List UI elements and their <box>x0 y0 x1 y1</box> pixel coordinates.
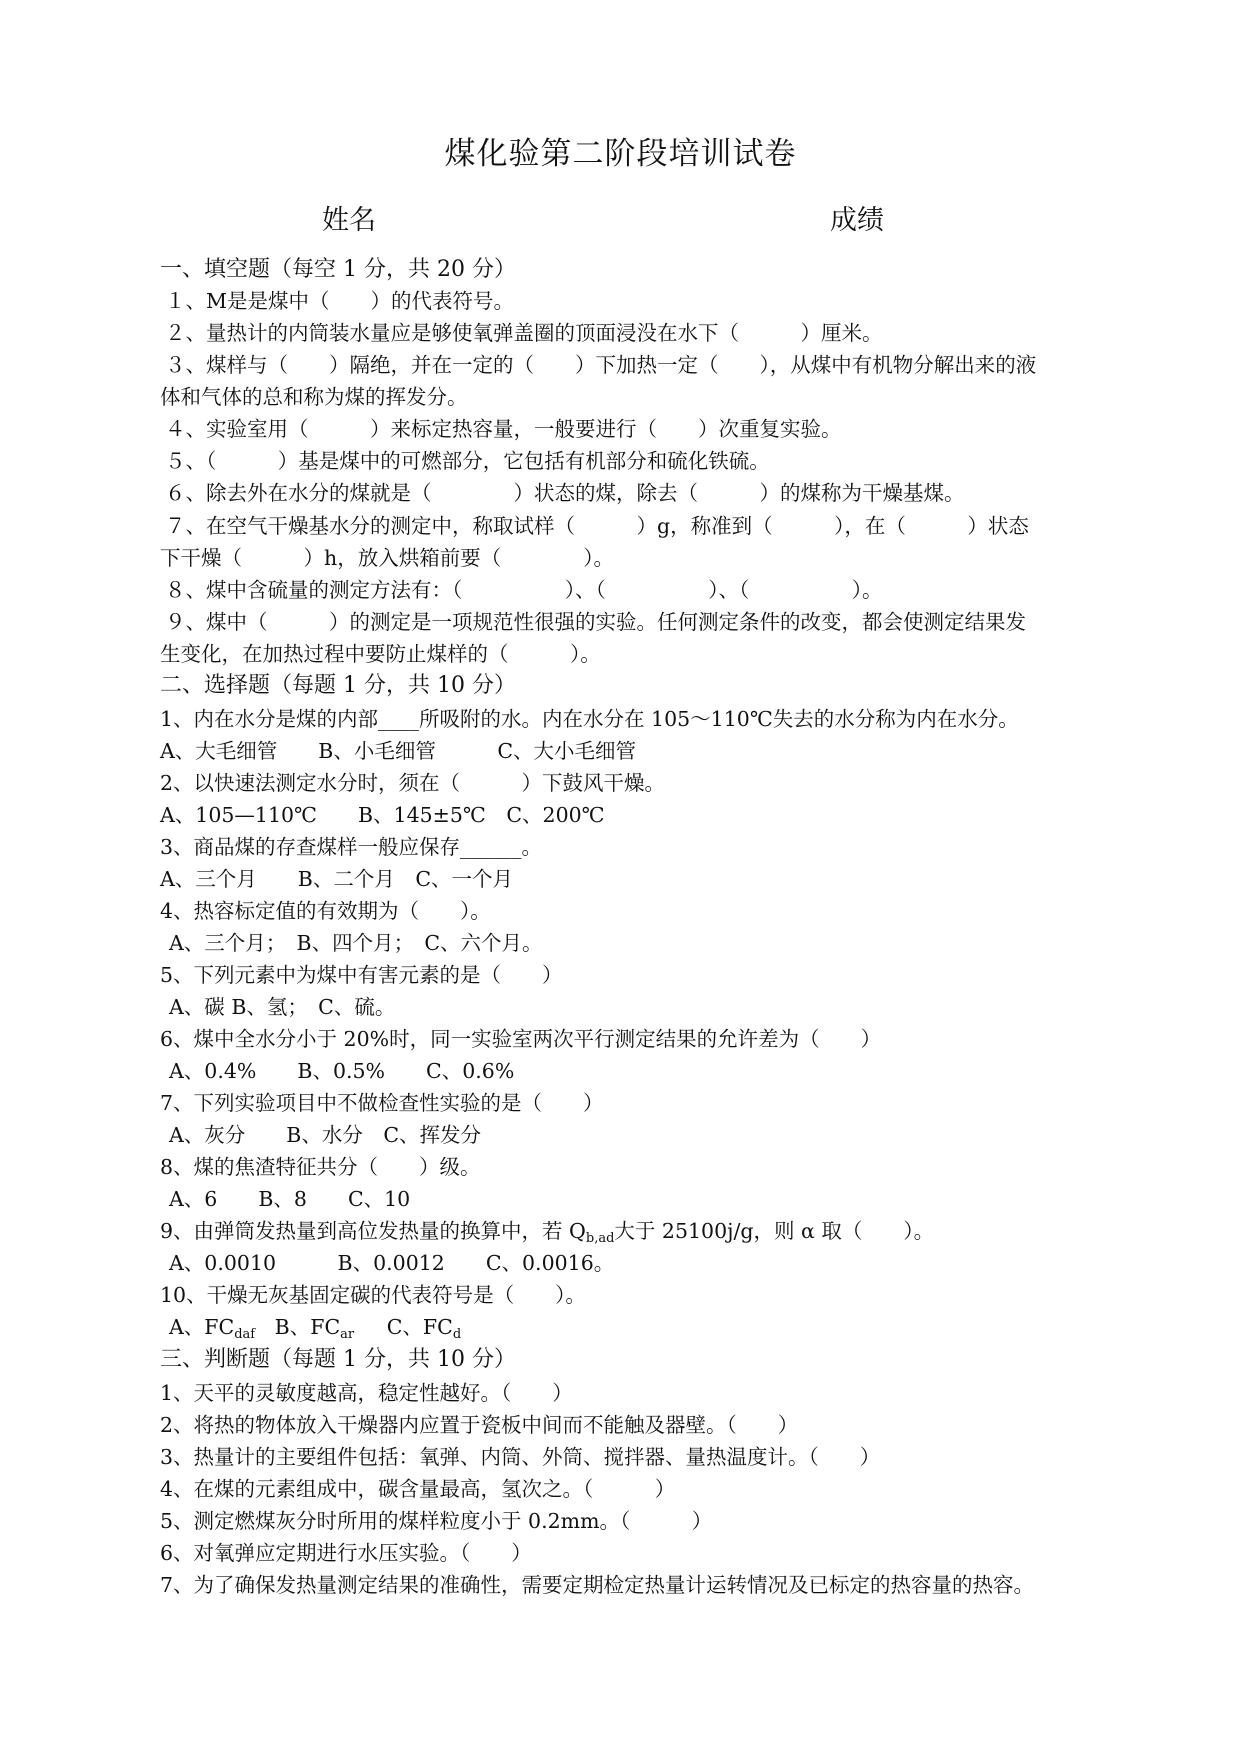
option-c-sub: d <box>452 1327 462 1342</box>
choice-options-4: A、三个月； B、四个月； C、六个月。 <box>169 931 543 955</box>
fill-question-2: ２、量热计的内筒装水量应是够使氧弹盖圈的顶面浸没在水下（ ）厘米。 <box>165 321 883 345</box>
fill-question-1: １、M是是煤中（ ）的代表符号。 <box>165 289 514 313</box>
judge-question-1: 1、天平的灵敏度越高，稳定性越好。（ ） <box>160 1381 573 1405</box>
choice-question-5: 5、下列元素中为煤中有害元素的是（ ） <box>160 963 563 987</box>
choice-options-9: A、0.0010 B、0.0012 C、0.0016。 <box>169 1251 615 1275</box>
judge-question-5: 5、测定燃煤灰分时所用的煤样粒度小于 0.2mm。（ ） <box>160 1509 713 1533</box>
section-heading-fill: 一、填空题（每空 1 分，共 20 分） <box>160 257 516 282</box>
fill-question-7: ７、在空气干燥基水分的测定中，称取试样（ ）g，称准到（ ），在（ ）状态 <box>165 514 1029 538</box>
choice-options-10 <box>169 1310 1099 1340</box>
option-b: B、FC <box>274 1315 341 1339</box>
fill-question-6: ６、除去外在水分的煤就是（ ）状态的煤，除去（ ）的煤称为干燥基煤。 <box>165 481 965 505</box>
fill-question-9-cont: 生变化，在加热过程中要防止煤样的（ ）。 <box>160 642 601 666</box>
choice-options-2: A、105—110℃ B、145±5℃ C、200℃ <box>160 803 605 827</box>
section-heading-judge: 三、判断题（每题 1 分，共 10 分） <box>160 1347 516 1372</box>
fill-question-5: ５、（ ）基是煤中的可燃部分，它包括有机部分和硫化铁硫。 <box>165 449 770 473</box>
fill-question-3: ３、煤样与（ ）隔绝，并在一定的（ ）下加热一定（ ），从煤中有机物分解出来的液 <box>165 353 1037 377</box>
judge-question-3: 3、热量计的主要组件包括：氧弹、内筒、外筒、搅拌器、量热温度计。（ ） <box>160 1445 881 1469</box>
choice-question-9-sub: b,ad <box>585 1231 615 1246</box>
choice-options-8: A、6 B、8 C、10 <box>169 1187 411 1211</box>
choice-question-8: 8、煤的焦渣特征共分（ ）级。 <box>160 1155 481 1179</box>
choice-options-6: A、0.4% B、0.5% C、0.6% <box>169 1059 515 1083</box>
choice-options-7: A、灰分 B、水分 C、挥发分 <box>169 1123 482 1147</box>
score-label: 成绩 <box>830 205 884 236</box>
choice-question-3: 3、商品煤的存查煤样一般应保存______。 <box>160 835 543 859</box>
document-title: 煤化验第二阶段培训试卷 <box>444 136 797 172</box>
choice-question-10: 10、干燥无灰基固定碳的代表符号是（ ）。 <box>160 1283 586 1307</box>
choice-question-7: 7、下列实验项目中不做检查性实验的是（ ） <box>160 1091 604 1115</box>
choice-question-9-post: 大于 25100j/g，则 α 取（ ）。 <box>614 1219 935 1243</box>
option-a: A、FC <box>169 1315 235 1339</box>
section-heading-choice: 二、选择题（每题 1 分，共 10 分） <box>160 673 516 698</box>
fill-question-4: ４、实验室用（ ）来标定热容量，一般要进行（ ）次重复实验。 <box>165 417 842 441</box>
judge-question-4: 4、在煤的元素组成中，碳含量最高，氢次之。（ ） <box>160 1477 676 1501</box>
choice-options-5: A、碳 B、氢； C、硫。 <box>169 995 396 1019</box>
judge-question-2: 2、将热的物体放入干燥器内应置于瓷板中间而不能触及器壁。（ ） <box>160 1413 799 1437</box>
choice-question-1: 1、内在水分是煤的内部____所吸附的水。内在水分在 105～110℃失去的水分称为内在水分。 <box>160 707 1019 731</box>
choice-question-2: 2、以快速法测定水分时，须在（ ）下鼓风干燥。 <box>160 771 666 795</box>
choice-options-1: A、大毛细管 B、小毛细管 C、大小毛细管 <box>160 739 637 763</box>
choice-question-6: 6、煤中全水分小于 20%时，同一实验室两次平行测定结果的允许差为（ ） <box>160 1027 882 1051</box>
option-b-sub: ar <box>340 1327 355 1342</box>
option-a-sub: daf <box>234 1327 256 1342</box>
fill-question-8: ８、煤中含硫量的测定方法有：（ ）、（ ）、（ ）。 <box>165 578 883 602</box>
fill-question-7-cont: 下干燥（ ）h，放入烘箱前要（ ）。 <box>160 546 614 570</box>
fill-question-3-cont: 体和气体的总和称为煤的挥发分。 <box>160 385 468 409</box>
choice-question-4: 4、热容标定值的有效期为（ ）。 <box>160 899 491 923</box>
name-label: 姓名 <box>322 205 376 236</box>
judge-question-7: 7、为了确保发热量测定结果的准确性，需要定期检定热量计运转情况及已标定的热容量的热容。 <box>160 1573 1035 1597</box>
option-c: C、FC <box>386 1315 453 1339</box>
choice-question-9 <box>160 1214 1090 1244</box>
fill-question-9: ９、煤中（ ）的测定是一项规范性很强的实验。任何测定条件的改变，都会使测定结果发 <box>165 610 1026 634</box>
choice-question-9-pre: 9、由弹筒发热量到高位发热量的换算中，若 Q <box>160 1219 586 1243</box>
judge-question-6: 6、对氧弹应定期进行水压实验。（ ） <box>160 1541 532 1565</box>
choice-options-3: A、三个月 B、二个月 C、一个月 <box>160 867 514 891</box>
